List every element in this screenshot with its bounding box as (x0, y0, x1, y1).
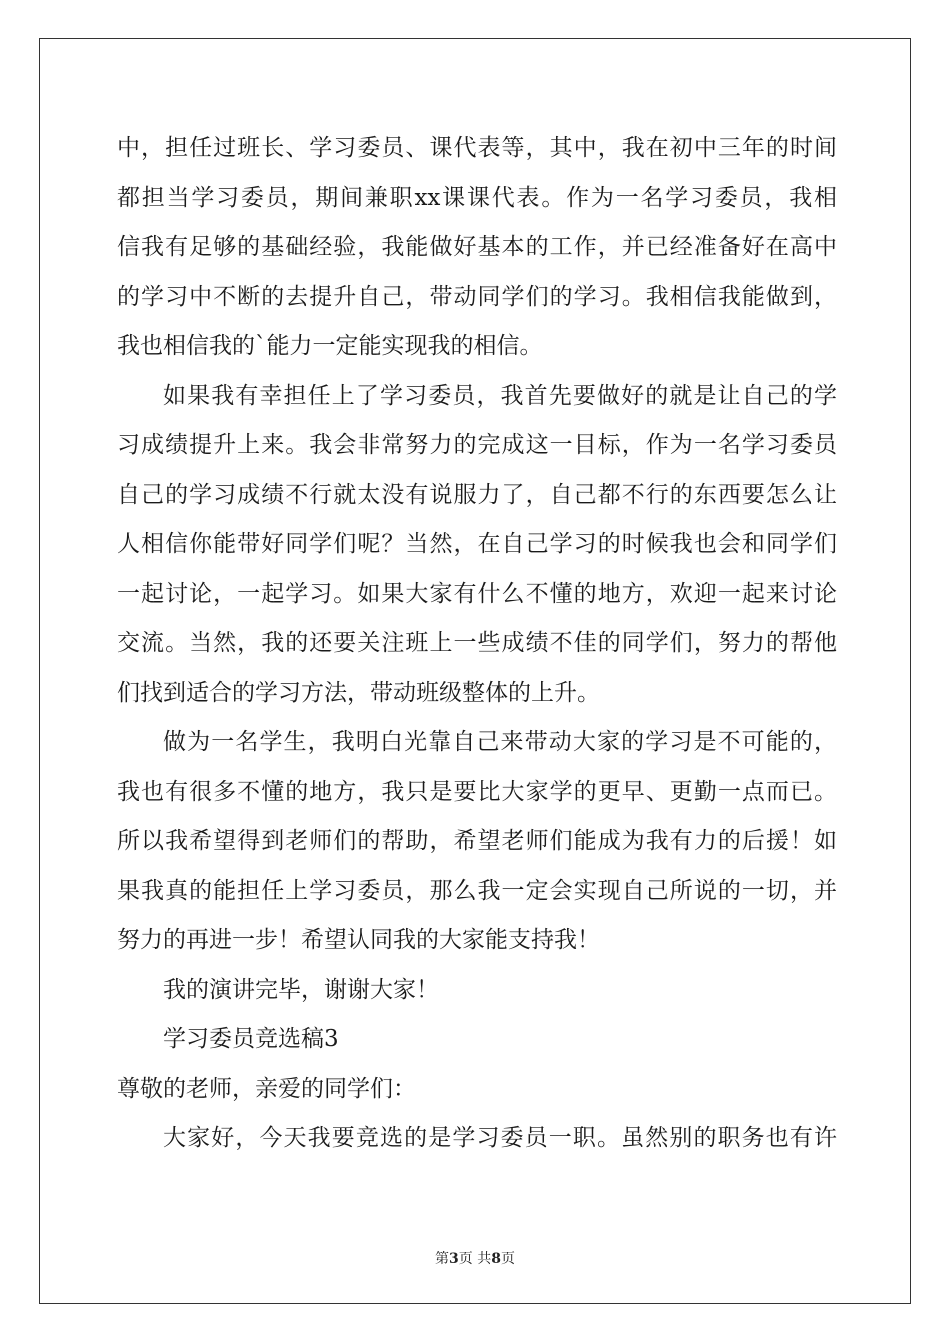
footer-suffix: 页 (500, 1251, 515, 1267)
page-footer (0, 1248, 950, 1268)
text-line: 如果我有幸担任上了学习委员，我首先要做好的就是让自己的学 (163, 382, 837, 409)
text-line: 所以我希望得到老师们的帮助，希望老师们能成为我有力的后援！如 (117, 828, 837, 854)
current-page-number: 3 (449, 1251, 459, 1267)
closing-line: 我的演讲完毕，谢谢大家！ (163, 976, 439, 1003)
salutation: 尊敬的老师，亲爱的同学们： (117, 1075, 416, 1102)
text-line: 都担当学习委员，期间兼职xx课课代表。作为一名学习委员，我相 (117, 184, 837, 211)
text-line: 一起讨论，一起学习。如果大家有什么不懂的地方，欢迎一起来讨论 (117, 580, 837, 607)
text-line: 努力的再进一步！希望认同我的大家能支持我！ (117, 927, 600, 953)
text-line: 自己的学习成绩不行就太没有说服力了，自己都不行的东西要怎么让 (117, 481, 837, 508)
total-pages-number: 8 (491, 1251, 501, 1267)
text-line: 交流。当然，我的还要关注班上一些成绩不佳的同学们，努力的帮他 (117, 630, 837, 656)
footer-middle: 页 共 (458, 1251, 492, 1267)
text-line: 信我有足够的基础经验，我能做好基本的工作，并已经准备好在高中 (117, 234, 837, 260)
text-line: 做为一名学生，我明白光靠自己来带动大家的学习是不可能的， (163, 729, 837, 755)
text-line: 我也相信我的`能力一定能实现我的相信。 (117, 333, 543, 359)
footer-prefix: 第 (435, 1251, 450, 1267)
text-line: 大家好，今天我要竞选的是学习委员一职。虽然别的职务也有许 (163, 1125, 837, 1151)
text-line: 果我真的能担任上学习委员，那么我一定会实现自己所说的一切，并 (117, 877, 837, 904)
text-line: 我也有很多不懂的地方，我只是要比大家学的更早、更勤一点而已。 (117, 778, 837, 805)
text-line: 们找到适合的学习方法，带动班级整体的上升。 (117, 679, 600, 706)
text-line: 的学习中不断的去提升自己，带动同学们的学习。我相信我能做到， (117, 283, 837, 310)
document-body (117, 124, 837, 1164)
text-line: 人相信你能带好同学们呢？当然，在自己学习的时候我也会和同学们 (117, 531, 837, 557)
section-title: 学习委员竞选稿3 (163, 1026, 339, 1052)
text-line: 中，担任过班长、学习委员、课代表等，其中，我在初中三年的时间 (117, 135, 837, 161)
text-line: 习成绩提升上来。我会非常努力的完成这一目标，作为一名学习委员 (117, 432, 837, 458)
